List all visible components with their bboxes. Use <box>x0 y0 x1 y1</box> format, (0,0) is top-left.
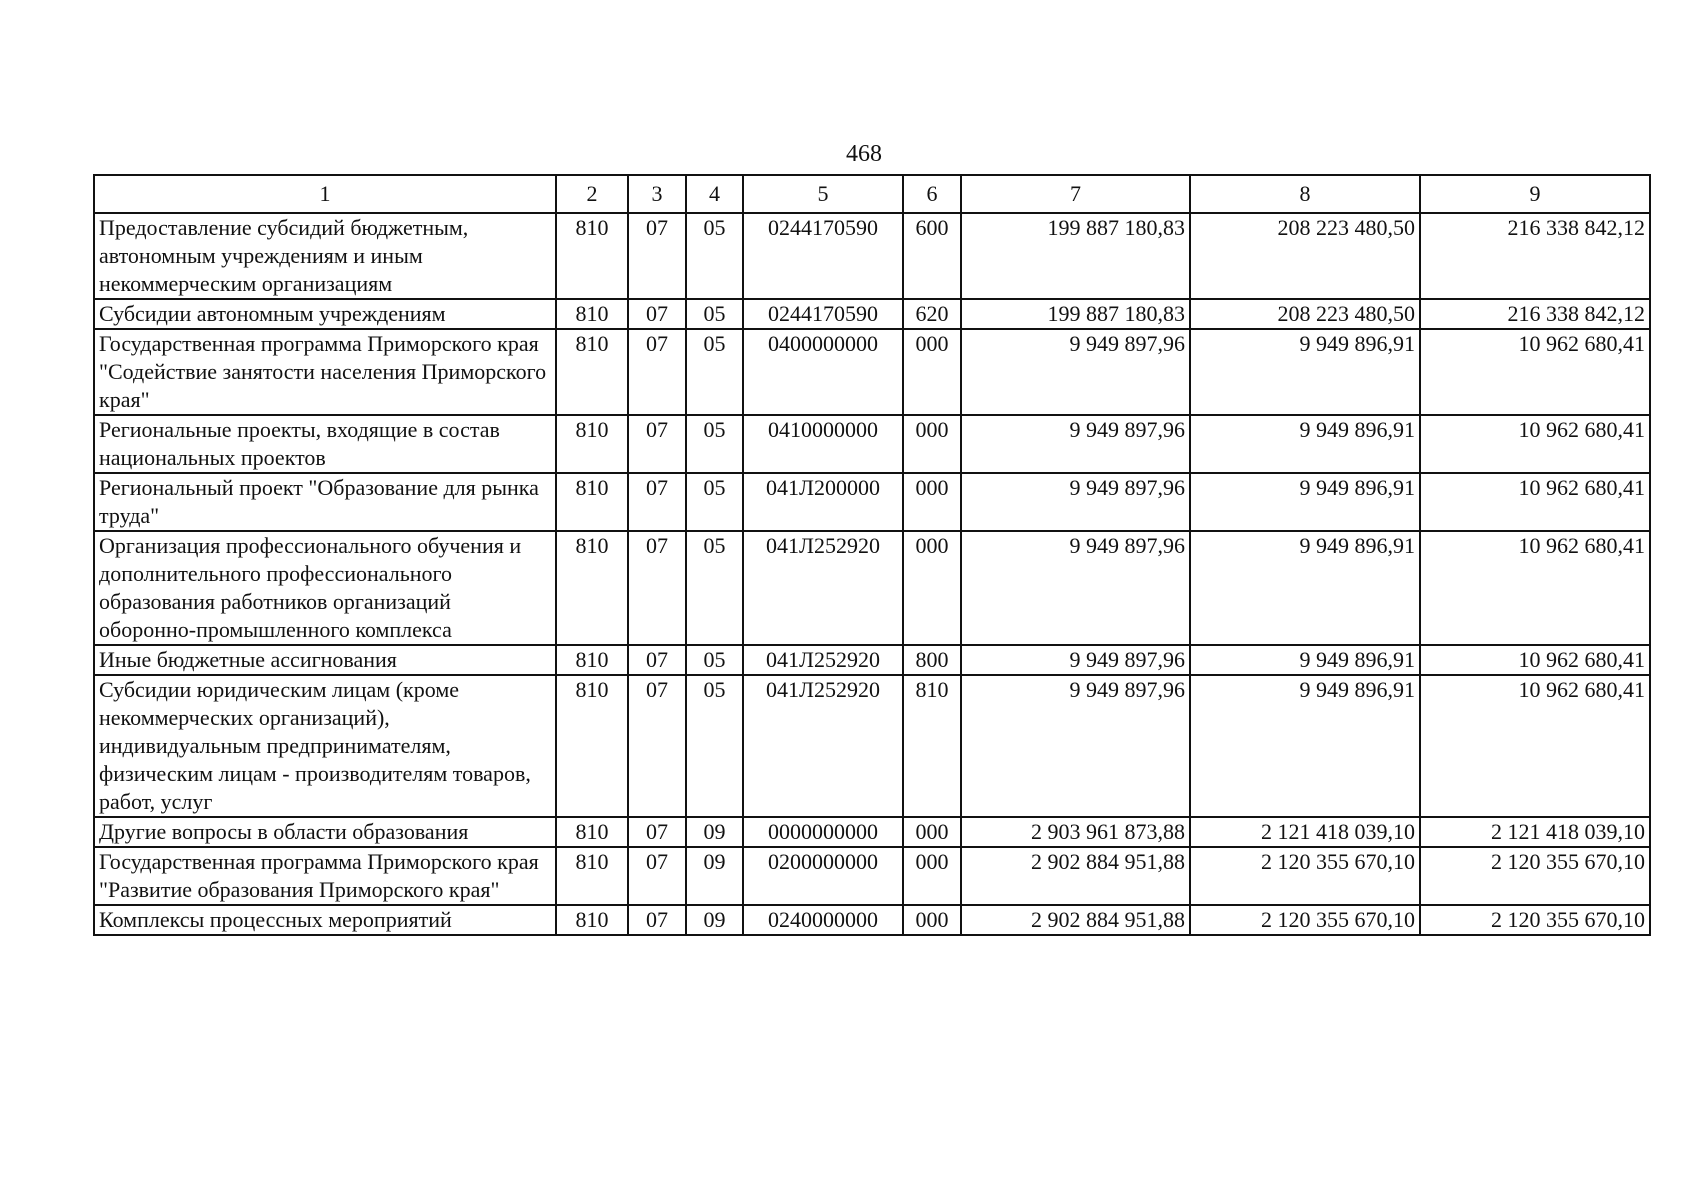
amount-col7: 9 949 897,96 <box>961 675 1190 817</box>
header-cell: 5 <box>743 175 903 213</box>
row-name: Организация профессионального обучения и дополнительного профессионального образования работников организаций оборонно-промышленного комплекса <box>94 531 556 645</box>
amount-col8: 2 120 355 670,10 <box>1190 847 1420 905</box>
target-code: 0400000000 <box>743 329 903 415</box>
amount-col9: 2 120 355 670,10 <box>1420 847 1650 905</box>
target-code: 041Л252920 <box>743 531 903 645</box>
amount-col9: 10 962 680,41 <box>1420 675 1650 817</box>
header-cell: 6 <box>903 175 961 213</box>
section-code: 07 <box>628 905 686 935</box>
amount-col9: 216 338 842,12 <box>1420 299 1650 329</box>
expense-type-code: 000 <box>903 847 961 905</box>
amount-col8: 2 121 418 039,10 <box>1190 817 1420 847</box>
amount-col8: 9 949 896,91 <box>1190 329 1420 415</box>
section-code: 07 <box>628 531 686 645</box>
amount-col7: 9 949 897,96 <box>961 415 1190 473</box>
subsection-code: 05 <box>686 299 743 329</box>
table-row <box>94 473 1650 531</box>
amount-col7: 9 949 897,96 <box>961 329 1190 415</box>
subsection-code: 09 <box>686 847 743 905</box>
amount-col7: 2 903 961 873,88 <box>961 817 1190 847</box>
expense-type-code: 000 <box>903 415 961 473</box>
expense-type-code: 620 <box>903 299 961 329</box>
target-code: 0200000000 <box>743 847 903 905</box>
header-cell: 3 <box>628 175 686 213</box>
row-name: Другие вопросы в области образования <box>94 817 556 847</box>
table-row <box>94 329 1650 415</box>
amount-col8: 9 949 896,91 <box>1190 531 1420 645</box>
target-code: 0000000000 <box>743 817 903 847</box>
expense-type-code: 000 <box>903 905 961 935</box>
section-code: 07 <box>628 415 686 473</box>
expense-type-code: 000 <box>903 531 961 645</box>
section-code: 07 <box>628 473 686 531</box>
subsection-code: 05 <box>686 531 743 645</box>
amount-col9: 2 121 418 039,10 <box>1420 817 1650 847</box>
amount-col8: 9 949 896,91 <box>1190 675 1420 817</box>
admin-code: 810 <box>556 675 628 817</box>
admin-code: 810 <box>556 905 628 935</box>
admin-code: 810 <box>556 299 628 329</box>
admin-code: 810 <box>556 847 628 905</box>
amount-col7: 2 902 884 951,88 <box>961 905 1190 935</box>
amount-col9: 2 120 355 670,10 <box>1420 905 1650 935</box>
amount-col8: 9 949 896,91 <box>1190 473 1420 531</box>
subsection-code: 05 <box>686 415 743 473</box>
amount-col9: 10 962 680,41 <box>1420 473 1650 531</box>
admin-code: 810 <box>556 473 628 531</box>
header-cell: 8 <box>1190 175 1420 213</box>
section-code: 07 <box>628 675 686 817</box>
table-row <box>94 645 1650 675</box>
target-code: 0244170590 <box>743 213 903 299</box>
section-code: 07 <box>628 299 686 329</box>
expense-type-code: 000 <box>903 329 961 415</box>
table-row <box>94 817 1650 847</box>
target-code: 0240000000 <box>743 905 903 935</box>
amount-col8: 2 120 355 670,10 <box>1190 905 1420 935</box>
amount-col8: 208 223 480,50 <box>1190 299 1420 329</box>
admin-code: 810 <box>556 213 628 299</box>
table-row <box>94 299 1650 329</box>
amount-col8: 9 949 896,91 <box>1190 645 1420 675</box>
amount-col7: 9 949 897,96 <box>961 473 1190 531</box>
section-code: 07 <box>628 817 686 847</box>
amount-col7: 2 902 884 951,88 <box>961 847 1190 905</box>
target-code: 041Л200000 <box>743 473 903 531</box>
row-name: Государственная программа Приморского края "Содействие занятости населения Приморского края" <box>94 329 556 415</box>
admin-code: 810 <box>556 329 628 415</box>
subsection-code: 05 <box>686 329 743 415</box>
table-row <box>94 213 1650 299</box>
row-name: Государственная программа Приморского края "Развитие образования Приморского края" <box>94 847 556 905</box>
subsection-code: 09 <box>686 905 743 935</box>
table-row <box>94 531 1650 645</box>
budget-table <box>93 174 1651 936</box>
header-row <box>94 175 1650 213</box>
subsection-code: 09 <box>686 817 743 847</box>
amount-col9: 10 962 680,41 <box>1420 531 1650 645</box>
amount-col9: 10 962 680,41 <box>1420 645 1650 675</box>
admin-code: 810 <box>556 531 628 645</box>
amount-col7: 199 887 180,83 <box>961 213 1190 299</box>
amount-col9: 10 962 680,41 <box>1420 329 1650 415</box>
expense-type-code: 800 <box>903 645 961 675</box>
table-row <box>94 847 1650 905</box>
header-cell: 9 <box>1420 175 1650 213</box>
amount-col8: 9 949 896,91 <box>1190 415 1420 473</box>
table-row <box>94 905 1650 935</box>
section-code: 07 <box>628 847 686 905</box>
header-cell: 2 <box>556 175 628 213</box>
amount-col7: 199 887 180,83 <box>961 299 1190 329</box>
header-cell: 4 <box>686 175 743 213</box>
row-name: Региональный проект "Образование для рынка труда" <box>94 473 556 531</box>
table-row <box>94 675 1650 817</box>
row-name: Субсидии юридическим лицам (кроме некоммерческих организаций), индивидуальным предпринимателям, физическим лицам - производителям товаров, работ, услуг <box>94 675 556 817</box>
header-cell: 1 <box>94 175 556 213</box>
row-name: Субсидии автономным учреждениям <box>94 299 556 329</box>
expense-type-code: 600 <box>903 213 961 299</box>
target-code: 0410000000 <box>743 415 903 473</box>
admin-code: 810 <box>556 817 628 847</box>
admin-code: 810 <box>556 645 628 675</box>
row-name: Региональные проекты, входящие в состав национальных проектов <box>94 415 556 473</box>
target-code: 041Л252920 <box>743 645 903 675</box>
page-number: 468 <box>846 141 882 167</box>
target-code: 0244170590 <box>743 299 903 329</box>
amount-col7: 9 949 897,96 <box>961 531 1190 645</box>
admin-code: 810 <box>556 415 628 473</box>
header-cell: 7 <box>961 175 1190 213</box>
subsection-code: 05 <box>686 675 743 817</box>
expense-type-code: 810 <box>903 675 961 817</box>
subsection-code: 05 <box>686 645 743 675</box>
amount-col9: 216 338 842,12 <box>1420 213 1650 299</box>
section-code: 07 <box>628 213 686 299</box>
section-code: 07 <box>628 645 686 675</box>
expense-type-code: 000 <box>903 817 961 847</box>
row-name: Предоставление субсидий бюджетным, автономным учреждениям и иным некоммерческим организациям <box>94 213 556 299</box>
expense-type-code: 000 <box>903 473 961 531</box>
row-name: Комплексы процессных мероприятий <box>94 905 556 935</box>
row-name: Иные бюджетные ассигнования <box>94 645 556 675</box>
section-code: 07 <box>628 329 686 415</box>
amount-col7: 9 949 897,96 <box>961 645 1190 675</box>
target-code: 041Л252920 <box>743 675 903 817</box>
subsection-code: 05 <box>686 213 743 299</box>
table-row <box>94 415 1650 473</box>
amount-col9: 10 962 680,41 <box>1420 415 1650 473</box>
subsection-code: 05 <box>686 473 743 531</box>
amount-col8: 208 223 480,50 <box>1190 213 1420 299</box>
